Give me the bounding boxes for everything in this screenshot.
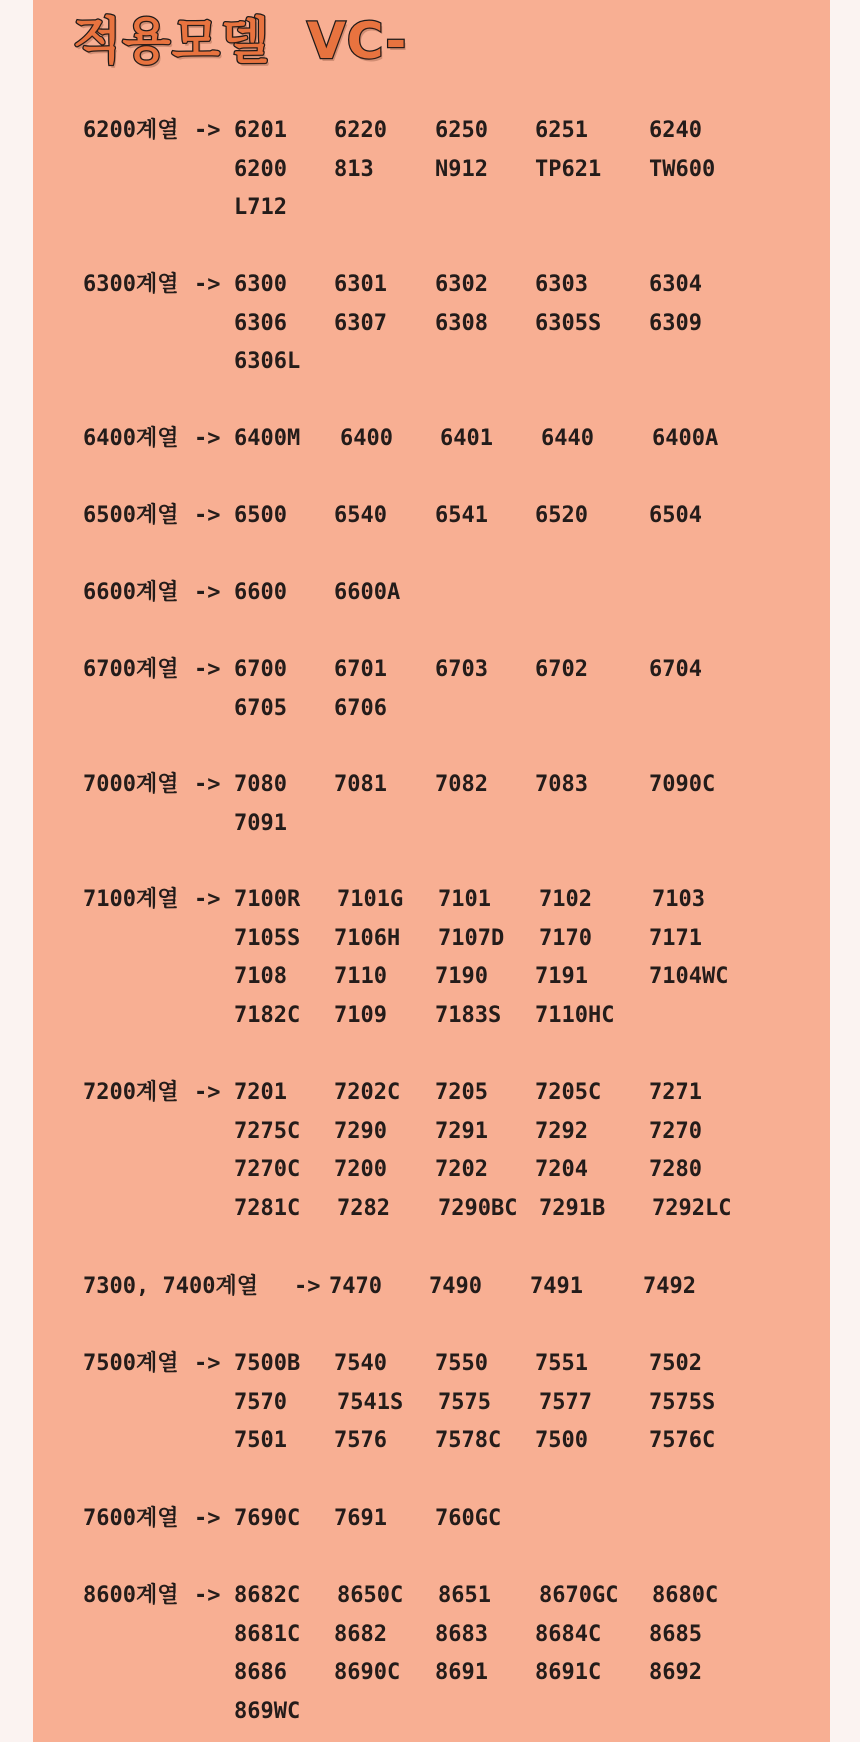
model-code: 6504 bbox=[649, 503, 702, 528]
model-code: 8692 bbox=[649, 1660, 702, 1685]
arrow-text: -> bbox=[194, 772, 221, 797]
model-row bbox=[83, 574, 823, 613]
series-block bbox=[83, 1500, 823, 1539]
series-block bbox=[83, 1345, 823, 1461]
series-label: 7600계열 bbox=[83, 1506, 179, 1531]
model-code: 7101G bbox=[337, 887, 404, 912]
model-code: 6540 bbox=[334, 503, 387, 528]
model-row bbox=[83, 1151, 823, 1190]
model-code: 7290 bbox=[334, 1118, 387, 1144]
model-code: 7170 bbox=[539, 925, 592, 951]
model-code: 7291B bbox=[539, 1195, 606, 1221]
content-panel bbox=[33, 0, 830, 1742]
series-block bbox=[83, 574, 823, 613]
model-code: 7102 bbox=[539, 887, 592, 912]
model-code: 7290BC bbox=[438, 1195, 518, 1221]
model-code: 7550 bbox=[435, 1351, 488, 1376]
model-code: 7104WC bbox=[649, 964, 729, 989]
model-code: 6309 bbox=[649, 310, 702, 336]
arrow-text: -> bbox=[194, 1583, 221, 1608]
model-code: 6200 bbox=[234, 156, 287, 182]
model-code: 7292 bbox=[535, 1118, 588, 1144]
model-code: 8650C bbox=[337, 1583, 404, 1608]
model-code: 7201 bbox=[234, 1080, 287, 1105]
model-code: 7470 bbox=[329, 1274, 382, 1299]
model-code: 7205C bbox=[535, 1080, 602, 1105]
model-code: 7083 bbox=[535, 772, 588, 797]
model-code: 7202C bbox=[334, 1080, 401, 1105]
model-code: 7105S bbox=[234, 925, 301, 951]
model-code: 6306 bbox=[234, 310, 287, 336]
model-code: 7501 bbox=[234, 1428, 287, 1453]
model-row bbox=[83, 690, 823, 729]
model-code: 8691C bbox=[535, 1660, 602, 1685]
model-code: 7500B bbox=[234, 1351, 301, 1376]
model-row bbox=[83, 1190, 823, 1229]
model-code: 7171 bbox=[649, 925, 702, 951]
model-code: 8681C bbox=[234, 1621, 301, 1647]
model-code: 7540 bbox=[334, 1351, 387, 1376]
model-code: 7080 bbox=[234, 772, 287, 797]
model-code: 7101 bbox=[438, 887, 491, 912]
model-code: 6700 bbox=[234, 657, 287, 682]
model-code: 7490 bbox=[429, 1274, 482, 1299]
model-code: 7551 bbox=[535, 1351, 588, 1376]
model-row bbox=[83, 651, 823, 690]
model-code: 8651 bbox=[438, 1583, 491, 1608]
model-code: TW600 bbox=[649, 156, 716, 182]
model-code: 8670GC bbox=[539, 1583, 619, 1608]
series-label: 7000계열 bbox=[83, 772, 179, 797]
model-code: 7106H bbox=[334, 925, 401, 951]
model-row bbox=[83, 1654, 823, 1693]
series-label: 7200계열 bbox=[83, 1080, 179, 1105]
model-code: 6250 bbox=[435, 118, 488, 143]
model-code: 7575S bbox=[649, 1389, 716, 1415]
model-code: 7103 bbox=[652, 887, 705, 912]
series-block bbox=[83, 1074, 823, 1228]
model-code: 7191 bbox=[535, 964, 588, 989]
model-code: 7202 bbox=[435, 1157, 488, 1182]
model-code: 6706 bbox=[334, 695, 387, 721]
model-code: 6300 bbox=[234, 272, 287, 297]
model-row bbox=[83, 958, 823, 997]
model-code: 6400 bbox=[340, 426, 393, 451]
model-code: 7541S bbox=[337, 1389, 404, 1415]
model-row bbox=[83, 343, 823, 382]
series-label: 6700계열 bbox=[83, 657, 179, 682]
model-row bbox=[83, 420, 823, 459]
series-label: 8600계열 bbox=[83, 1583, 179, 1608]
model-code: 6305S bbox=[535, 310, 602, 336]
model-row bbox=[83, 805, 823, 844]
model-code: 6302 bbox=[435, 272, 488, 297]
model-code: 6703 bbox=[435, 657, 488, 682]
model-code: 7500 bbox=[535, 1428, 588, 1453]
model-code: 7275C bbox=[234, 1118, 301, 1144]
model-code: 7190 bbox=[435, 964, 488, 989]
model-code: 7205 bbox=[435, 1080, 488, 1105]
model-code: 7292LC bbox=[652, 1195, 732, 1221]
model-code: 6240 bbox=[649, 118, 702, 143]
model-row bbox=[83, 1113, 823, 1152]
arrow-text: -> bbox=[194, 657, 221, 682]
model-code: 7491 bbox=[530, 1274, 583, 1299]
model-code: 7200 bbox=[334, 1157, 387, 1182]
model-code: 6541 bbox=[435, 503, 488, 528]
model-code: 6220 bbox=[334, 118, 387, 143]
model-code: N912 bbox=[435, 156, 488, 182]
model-code: 7204 bbox=[535, 1157, 588, 1182]
arrow-text: -> bbox=[194, 272, 221, 297]
model-row bbox=[83, 1500, 823, 1539]
model-code: 7110 bbox=[334, 964, 387, 989]
model-code: 7081 bbox=[334, 772, 387, 797]
series-block bbox=[83, 1577, 823, 1731]
series-label: 6200계열 bbox=[83, 118, 179, 143]
model-code: 7576C bbox=[649, 1428, 716, 1453]
model-code: 7282 bbox=[337, 1195, 390, 1221]
series-label: 6400계열 bbox=[83, 426, 179, 451]
series-block bbox=[83, 266, 823, 382]
model-code: 6701 bbox=[334, 657, 387, 682]
model-row bbox=[83, 151, 823, 190]
series-block bbox=[83, 881, 823, 1035]
model-code: 813 bbox=[334, 156, 374, 182]
model-code: 7281C bbox=[234, 1195, 301, 1221]
model-code: 6303 bbox=[535, 272, 588, 297]
model-row bbox=[83, 305, 823, 344]
model-row bbox=[83, 497, 823, 536]
model-code: 8691 bbox=[435, 1660, 488, 1685]
model-code: 7578C bbox=[435, 1428, 502, 1453]
model-code: 7110HC bbox=[535, 1002, 615, 1028]
model-code: 7108 bbox=[234, 964, 287, 989]
model-code: L712 bbox=[234, 195, 287, 220]
model-code: 7270 bbox=[649, 1118, 702, 1144]
model-code: 6705 bbox=[234, 695, 287, 721]
arrow-text: -> bbox=[194, 1080, 221, 1105]
model-code: 6600 bbox=[234, 580, 287, 605]
series-label: 6500계열 bbox=[83, 503, 179, 528]
model-code: 6500 bbox=[234, 503, 287, 528]
series-block bbox=[83, 112, 823, 228]
series-label: 6600계열 bbox=[83, 580, 179, 605]
arrow-text: -> bbox=[194, 887, 221, 912]
series-label: 7100계열 bbox=[83, 887, 179, 912]
model-code: 8682 bbox=[334, 1621, 387, 1647]
model-code: 6308 bbox=[435, 310, 488, 336]
model-code: 7291 bbox=[435, 1118, 488, 1144]
model-code: 6306L bbox=[234, 349, 301, 374]
arrow-text: -> bbox=[194, 503, 221, 528]
model-row bbox=[83, 1577, 823, 1616]
model-code: 6400A bbox=[652, 426, 719, 451]
model-code: 7577 bbox=[539, 1389, 592, 1415]
model-row bbox=[83, 1616, 823, 1655]
model-code: 8685 bbox=[649, 1621, 702, 1647]
model-code: 8683 bbox=[435, 1621, 488, 1647]
model-code: 6201 bbox=[234, 118, 287, 143]
model-code: 869WC bbox=[234, 1698, 301, 1724]
arrow-text: -> bbox=[194, 580, 221, 605]
model-code: 7100R bbox=[234, 887, 301, 912]
model-row bbox=[83, 1693, 823, 1732]
model-code: 6307 bbox=[334, 310, 387, 336]
model-code: 7182C bbox=[234, 1002, 301, 1028]
series-block bbox=[83, 497, 823, 536]
model-row bbox=[83, 1422, 823, 1461]
model-code: 8686 bbox=[234, 1660, 287, 1685]
model-code: 8680C bbox=[652, 1583, 719, 1608]
model-code: 7575 bbox=[438, 1389, 491, 1415]
model-code: TP621 bbox=[535, 156, 602, 182]
series-label: 6300계열 bbox=[83, 272, 179, 297]
arrow-text: -> bbox=[194, 1506, 221, 1531]
arrow-text: -> bbox=[294, 1274, 321, 1299]
model-code: 7690C bbox=[234, 1506, 301, 1531]
model-row bbox=[83, 920, 823, 959]
model-row bbox=[83, 112, 823, 151]
series-block bbox=[83, 766, 823, 843]
model-code: 8684C bbox=[535, 1621, 602, 1647]
model-code: 6702 bbox=[535, 657, 588, 682]
model-code: 7280 bbox=[649, 1157, 702, 1182]
model-code: 7576 bbox=[334, 1428, 387, 1453]
series-block bbox=[83, 651, 823, 728]
model-code: 7107D bbox=[438, 925, 505, 951]
arrow-text: -> bbox=[194, 1351, 221, 1376]
model-code: 7082 bbox=[435, 772, 488, 797]
model-code: 7091 bbox=[234, 810, 287, 836]
model-code: 7090C bbox=[649, 772, 716, 797]
series-block bbox=[83, 1268, 823, 1307]
model-code: 6400M bbox=[234, 426, 301, 451]
model-code: 6440 bbox=[541, 426, 594, 451]
model-row bbox=[83, 766, 823, 805]
model-code: 6600A bbox=[334, 580, 401, 605]
page-title: 적용모델 VC- bbox=[73, 12, 408, 70]
series-block bbox=[83, 420, 823, 459]
model-row bbox=[83, 997, 823, 1036]
model-row bbox=[83, 189, 823, 228]
series-label: 7500계열 bbox=[83, 1351, 179, 1376]
model-code: 7492 bbox=[643, 1274, 696, 1299]
model-code: 7691 bbox=[334, 1506, 387, 1531]
model-code: 6704 bbox=[649, 657, 702, 682]
model-code: 760GC bbox=[435, 1506, 502, 1531]
model-code: 6251 bbox=[535, 118, 588, 143]
model-row bbox=[83, 1384, 823, 1423]
model-row bbox=[83, 266, 823, 305]
model-row bbox=[83, 1268, 823, 1307]
model-code: 8682C bbox=[234, 1583, 301, 1608]
model-code: 7270C bbox=[234, 1157, 301, 1182]
model-code: 6520 bbox=[535, 503, 588, 528]
model-code: 7570 bbox=[234, 1389, 287, 1415]
model-code: 7271 bbox=[649, 1080, 702, 1105]
model-code: 7183S bbox=[435, 1002, 502, 1028]
arrow-text: -> bbox=[194, 118, 221, 143]
series-label: 7300, 7400계열 bbox=[83, 1274, 258, 1299]
model-code: 7502 bbox=[649, 1351, 702, 1376]
model-code: 7109 bbox=[334, 1002, 387, 1028]
arrow-text: -> bbox=[194, 426, 221, 451]
model-code: 6401 bbox=[440, 426, 493, 451]
model-code: 6301 bbox=[334, 272, 387, 297]
model-code: 8690C bbox=[334, 1660, 401, 1685]
model-row bbox=[83, 1074, 823, 1113]
model-code: 6304 bbox=[649, 272, 702, 297]
model-row bbox=[83, 881, 823, 920]
model-row bbox=[83, 1345, 823, 1384]
